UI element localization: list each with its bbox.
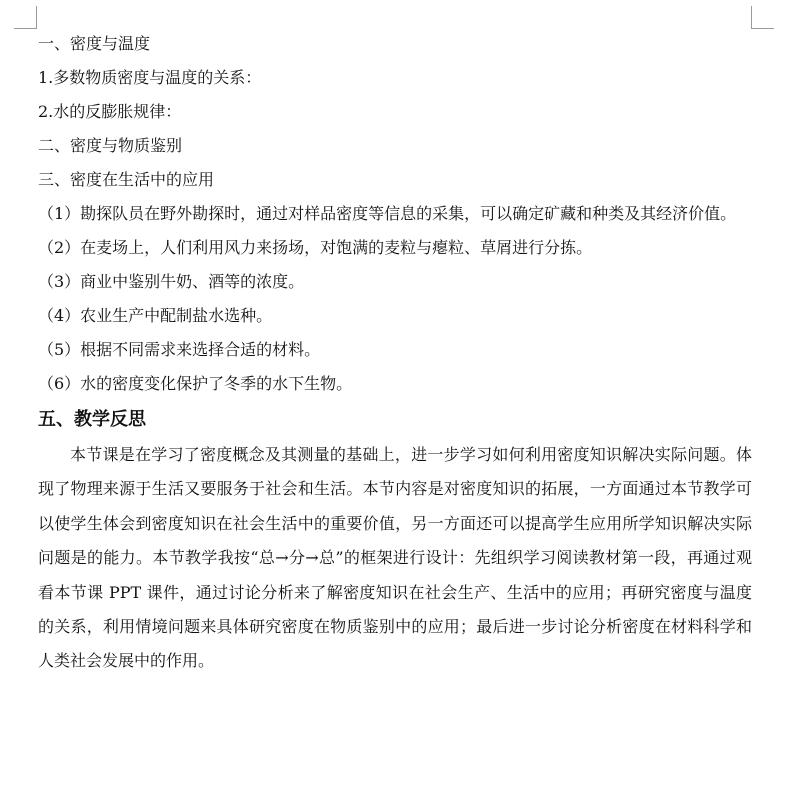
document-body	[38, 27, 752, 679]
application-item-1: （1）勘探队员在野外勘探时，通过对样品密度等信息的采集，可以确定矿藏和种类及其经济价值。	[38, 204, 737, 223]
application-item-4: （4）农业生产中配制盐水选种。	[38, 306, 273, 325]
application-item-5: （5）根据不同需求来选择合适的材料。	[38, 340, 321, 359]
section-heading-density-temperature: 一、密度与温度	[38, 34, 151, 53]
section-heading-density-identification: 二、密度与物质鉴别	[38, 136, 183, 155]
outline-item-density-temperature-relation: 1.多数物质密度与温度的关系：	[38, 68, 262, 87]
teaching-reflection-paragraph: 本节课是在学习了密度概念及其测量的基础上，进一步学习如何利用密度知识解决实际问题。体现了物理来源于生活又要服务于社会和生活。本节内容是对密度知识的拓展，一方面通过本节教学可以使学生体会到密度知识在社会生活中的重要价值，另一方面还可以提高学生应用所学知识解决实际问题是的能力。本节教学我按“总→分→总”的框架进行设计：先组织学习阅读教材第一段，再通过观看本节课 PPT 课件，通过讨论分析来了解密度知识在社会生产、生活中的应用；再研究密度与温度的关系，利用情境问题来具体研究密度在物质鉴别中的应用；最后进一步讨论分析密度在材料科学和人类社会发展中的作用。	[38, 445, 752, 671]
page-corner-mark-right	[751, 6, 774, 29]
page-corner-mark-left	[14, 6, 37, 29]
teaching-reflection-heading: 五、教学反思	[38, 409, 146, 430]
application-item-2: （2）在麦场上，人们利用风力来扬场，对饱满的麦粒与瘪粒、草屑进行分拣。	[38, 238, 593, 257]
application-item-3: （3）商业中鉴别牛奶、酒等的浓度。	[38, 272, 305, 291]
outline-item-water-anomalous-expansion: 2.水的反膨胀规律：	[38, 102, 182, 121]
application-item-6: （6）水的密度变化保护了冬季的水下生物。	[38, 374, 353, 393]
section-heading-density-applications: 三、密度在生活中的应用	[38, 170, 215, 189]
